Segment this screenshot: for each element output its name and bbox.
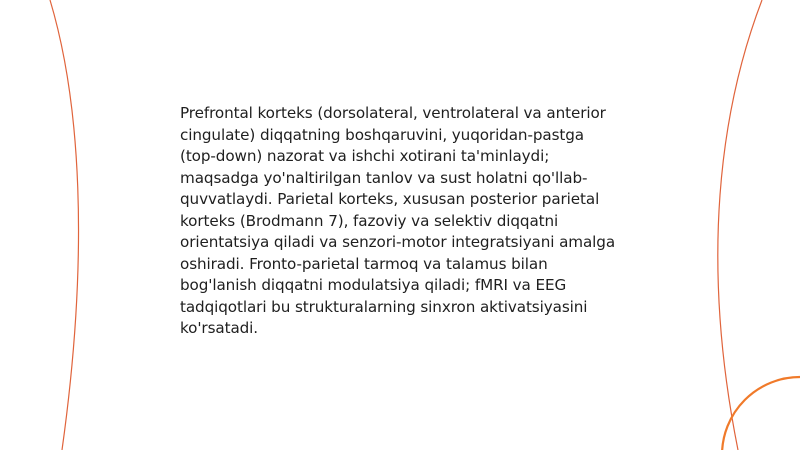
left-curve-line — [50, 0, 79, 450]
body-paragraph: Prefrontal korteks (dorsolateral, ventrolateral va anterior cingulate) diqqatning boshqaruvini, yuqoridan-pastga (top-down) nazorat va ishchi xotirani ta'minlaydi; maqsadga yo'naltirilgan tanlov va sust holatni qo'llab-quvvatlaydi. Parietal korteks, xususan posterior parietal korteks (Brodmann 7), fazoviy va selektiv diqqatni orientatsiya qiladi va senzori-motor integratsiyani amalga oshiradi. Fronto-parietal tarmoq va talamus bilan bog'lanish diqqatni modulatsiya qiladi; fMRI va EEG tadqiqotlari bu strukturalarning sinxron aktivatsiyasini ko'rsatadi. — [180, 104, 616, 337]
right-curve-line — [718, 0, 762, 450]
bottom-right-circle — [722, 377, 800, 450]
